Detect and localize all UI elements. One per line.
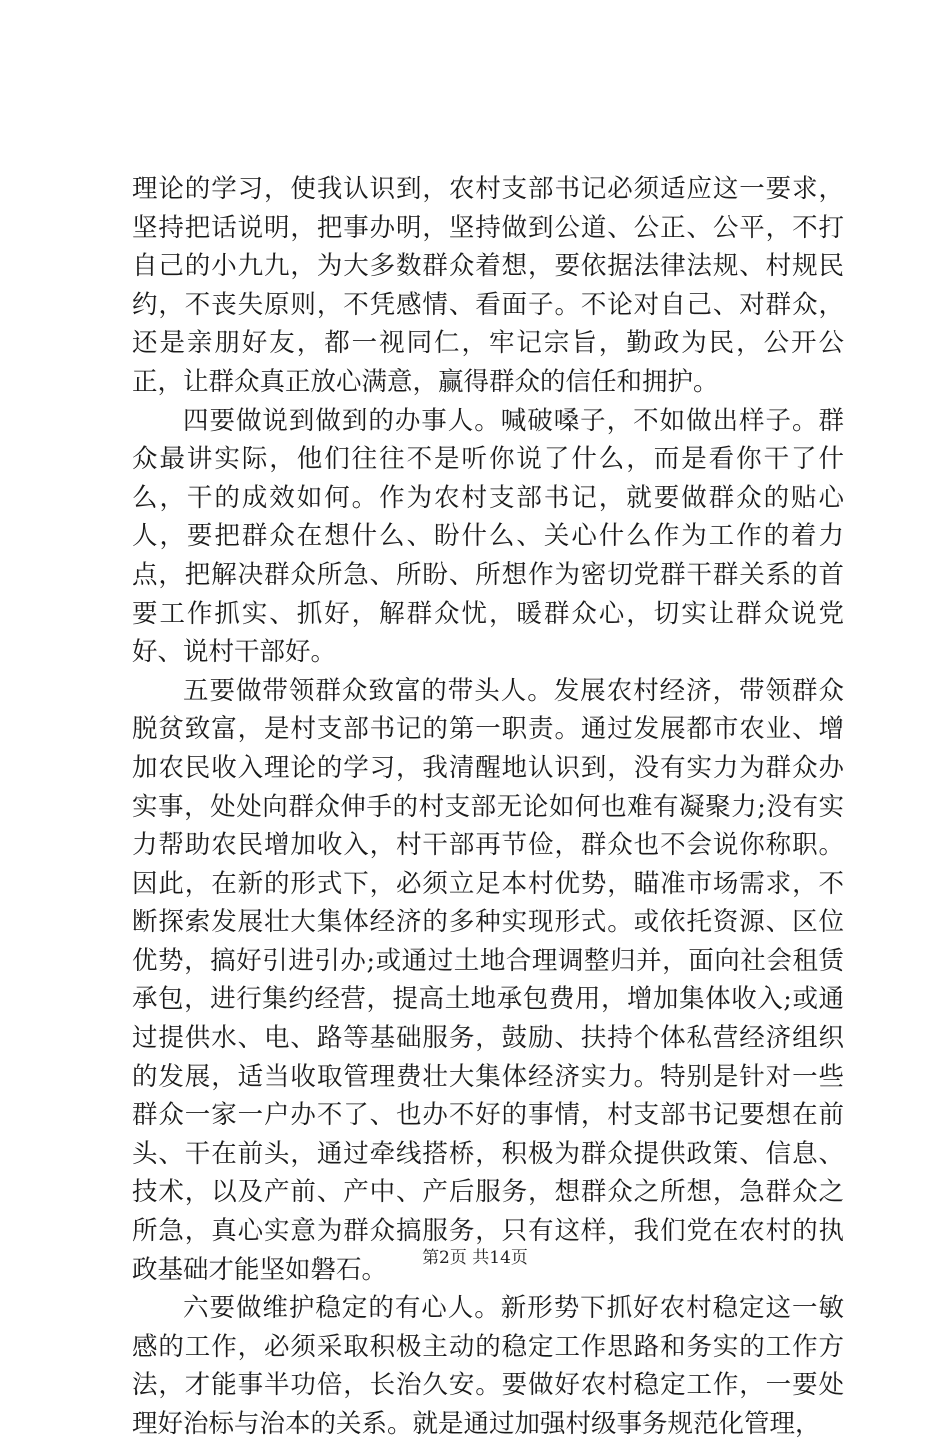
page-number-footer: 第2页 共14页 — [422, 1248, 528, 1268]
paragraph-point-six: 六要做维护稳定的有心人。新形势下抓好农村稳定这一敏感的工作，必须采取积极主动的稳定工作思路和务实的工作方法，才能事半功倍，长治久安。要做好农村稳定工作，一要处理好治标与治本的关系。就是通过加强村级事务规范化管理， — [132, 1293, 844, 1439]
paragraph-continuation: 理论的学习，使我认识到，农村支部书记必须适应这一要求，坚持把话说明，把事办明，坚持做到公道、公正、公平，不打自己的小九九，为大多数群众着想，要依据法律法规、村规民约，不丧失原则，不凭感情、看面子。不论对自己、对群众，还是亲朋好友，都一视同仁，牢记宗旨，勤政为民，公开公正，让群众真正放心满意，赢得群众的信任和拥护。 — [132, 174, 844, 397]
paragraph-point-four: 四要做说到做到的办事人。喊破嗓子，不如做出样子。群众最讲实际，他们往往不是听你说了什么，而是看你干了什么，干的成效如何。作为农村支部书记，就要做群众的贴心人，要把群众在想什么、盼什么、关心什么作为工作的着力点，把解决群众所急、所盼、所想作为密切党群干群关系的首要工作抓实、抓好，解群众忧，暖群众心，切实让群众说党好、说村干部好。 — [132, 405, 844, 668]
paragraph-point-five: 五要做带领群众致富的带头人。发展农村经济，带领群众脱贫致富，是村支部书记的第一职责。通过发展都市农业、增加农民收入理论的学习，我清醒地认识到，没有实力为群众办实事，处处向群众伸手的村支部无论如何也难有凝聚力;没有实力帮助农民增加收入，村干部再节俭，群众也不会说你称职。因此，在新的形式下，必须立足本村优势，瞄准市场需求，不断探索发展壮大集体经济的多种实现形式。或依托资源、区位优势，搞好引进引办;或通过土地合理调整归并，面向社会租赁承包，进行集约经营，提高土地承包费用，增加集体收入;或通过提供水、电、路等基础服务，鼓励、扶持个体私营经济组织的发展，适当收取管理费壮大集体经济实力。特别是针对一些群众一家一户办不了、也办不好的事情，村支部书记要想在前头、干在前头，通过牵线搭桥，积极为群众提供政策、信息、技术，以及产前、产中、产后服务，想群众之所想，急群众之所急，真心实意为群众搞服务，只有这样，我们党在农村的执政基础才能坚如磐石。 — [132, 675, 844, 1285]
